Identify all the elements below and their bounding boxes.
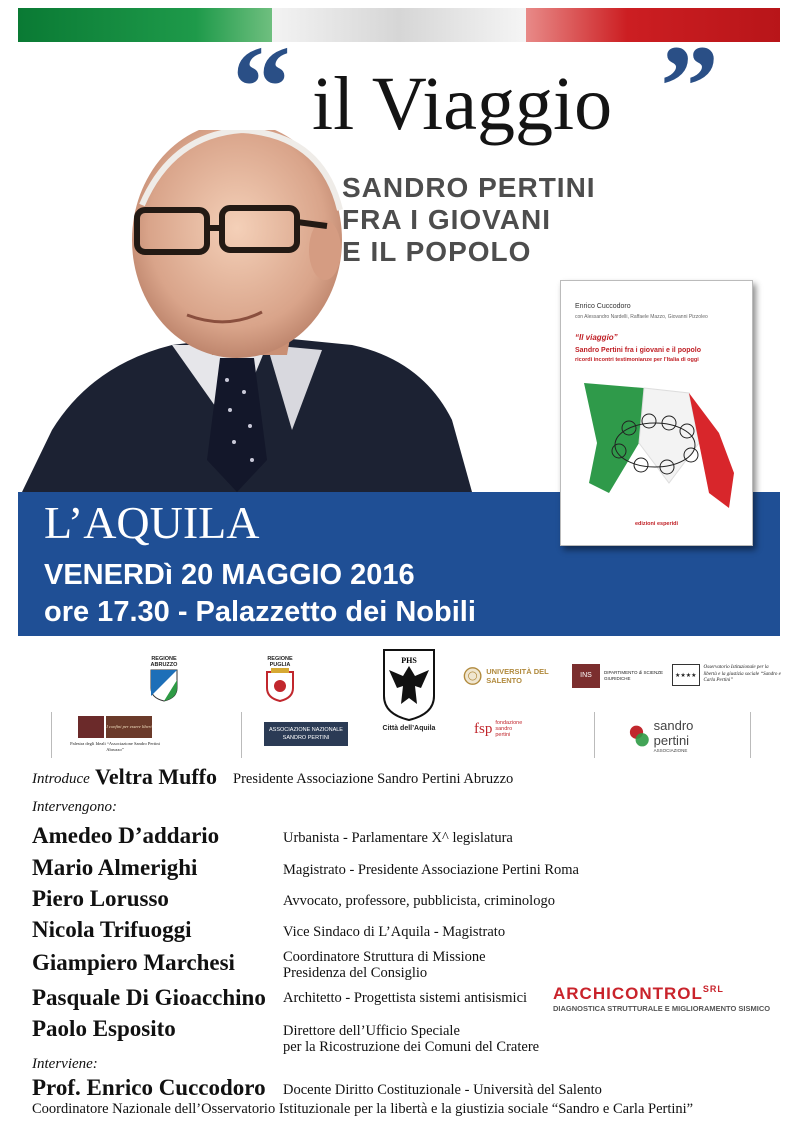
book-publisher: edizioni esperidi <box>634 521 679 527</box>
associazione-sandro-pertini-logo <box>628 718 728 753</box>
flag-red-stripe <box>526 8 780 42</box>
sponsor-suffix: SRL <box>702 984 724 994</box>
speaker-name: Giampiero Marchesi <box>32 950 235 975</box>
logo-divider <box>750 712 751 758</box>
introduce-role: Presidente Associazione Sandro Pertini Abruzzo <box>233 771 514 787</box>
closing-role-line2: Coordinatore Nazionale dell’Osservatorio Istituzionale per la libertà e la giustizia sociale “Sandro e Carla Pertini” <box>32 1101 694 1117</box>
book-subtitle: Sandro Pertini fra i giovani e il popolo <box>575 347 702 354</box>
closing-name: Prof. Enrico Cuccodoro <box>32 1075 266 1100</box>
palestra-photo-icon <box>78 716 104 738</box>
citta-aquila-logo <box>378 648 440 732</box>
puglia-shield-icon <box>265 668 295 702</box>
sp-assoc-name: sandro pertini <box>653 718 694 748</box>
speaker-role: Magistrato - Presidente Associazione Pertini Roma <box>283 862 579 878</box>
subtitle-line: FRA I GIOVANI <box>342 204 551 235</box>
book-cover <box>560 280 753 546</box>
title-close-quote: ” <box>660 21 719 152</box>
speaker-name: Pasquale Di Gioacchino <box>32 985 266 1010</box>
sponsor-tagline: DIAGNOSTICA STRUTTURALE E MIGLIORAMENTO SISMICO <box>553 1004 771 1013</box>
regione-abruzzo-label: REGIONE ABRUZZO <box>150 656 178 668</box>
citta-aquila-label: Città dell’Aquila <box>382 725 436 732</box>
subtitle-line: E IL POPOLO <box>342 236 532 267</box>
fsp-mark: fsp <box>474 720 493 737</box>
book-cover-illustration <box>569 373 745 513</box>
stars-icon: ★★★★ <box>672 664 700 686</box>
sponsor-name: ARCHICONTROL <box>553 984 703 1003</box>
speaker-name: Mario Almerighi <box>32 855 198 880</box>
book-tagline: ricordi incontri testimonianze per l’Italia di oggi <box>575 357 699 363</box>
closing-label: Interviene: <box>32 1056 98 1072</box>
speaker-role: Coordinatore Struttura di Missione <box>283 949 486 965</box>
palestra-sign: I confini per essere liberi <box>106 716 152 738</box>
introduce-label: Introduce <box>32 771 90 787</box>
speaker-role: Urbanista - Parlamentare X^ legislatura <box>283 830 513 846</box>
regione-puglia-label: REGIONE PUGLIA <box>267 656 293 668</box>
regione-puglia-logo <box>257 656 303 707</box>
salento-label: UNIVERSITÀ DEL SALENTO <box>486 667 549 685</box>
logo-divider <box>241 712 242 758</box>
fondazione-label: fondazione sandro pertini <box>495 720 523 738</box>
event-city: L’AQUILA <box>44 497 260 548</box>
subtitle-line: SANDRO PERTINI <box>342 172 596 203</box>
speaker-role-line2: Presidenza del Consiglio <box>283 965 428 981</box>
pertini-pipe-icon <box>628 723 651 749</box>
osservatorio-label: Osservatorio Istituzionale per la libertà e la giustizia sociale “Sandro e Carla Pertini” <box>703 665 781 684</box>
speaker-role-line2: per la Ricostruzione dei Comuni del Cratere <box>283 1039 540 1055</box>
book-author: Enrico Cuccodoro <box>575 303 631 310</box>
dipartimento-logo <box>572 664 668 688</box>
logo-divider <box>594 712 595 758</box>
logo-divider <box>51 712 52 758</box>
book-coauthors: con Alessandro Nardelli, Raffaele Mazzo, Giovanni Pizzoleo <box>575 314 708 320</box>
speaker-name: Nicola Trifuoggi <box>32 917 192 942</box>
palestra-ideali-logo <box>70 716 160 753</box>
salento-seal-icon <box>463 662 482 690</box>
universita-salento-logo <box>463 662 555 690</box>
event-time-place: ore 17.30 - Palazzetto dei Nobili <box>44 596 476 628</box>
speaker-role: Architetto - Progettista sistemi antisismici <box>283 990 528 1006</box>
speaker-name: Paolo Esposito <box>32 1016 176 1041</box>
palestra-label: Palestra degli Ideali “Associazione Sandro Pertini Abruzzo” <box>70 741 160 752</box>
aquila-eagle-icon <box>381 648 437 722</box>
introduce-name: Veltra Muffo <box>95 764 217 789</box>
dipartimento-label: DIPARTIMENTO di SCIENZE GIURIDICHE <box>604 670 664 681</box>
aquila-shield-text: PHS <box>401 656 417 665</box>
speaker-name: Amedeo D’addario <box>32 823 220 848</box>
fondazione-logo <box>474 720 534 738</box>
closing-role: Docente Diritto Costituzionale - Università del Salento <box>283 1082 602 1098</box>
speaker-name: Piero Lorusso <box>32 886 169 911</box>
regione-abruzzo-logo <box>143 656 185 707</box>
ins-badge: INS <box>572 664 600 688</box>
poster-subtitle <box>342 172 596 268</box>
speaker-role: Direttore dell’Ufficio Speciale <box>283 1023 460 1039</box>
book-title: “Il viaggio” <box>575 333 618 342</box>
speakers-label: Intervengono: <box>32 799 117 815</box>
poster-title: il Viaggio <box>312 62 613 146</box>
sp-assoc-label: ASSOCIAZIONE <box>653 748 688 753</box>
abruzzo-shield-icon <box>149 668 179 702</box>
osservatorio-logo <box>672 664 782 686</box>
archicontrol-logo <box>553 985 785 1013</box>
associazione-nazionale-logo: ASSOCIAZIONE NAZIONALE SANDRO PERTINI <box>264 722 348 746</box>
speaker-role: Vice Sindaco di L’Aquila - Magistrato <box>283 924 506 940</box>
event-date: VENERDì 20 MAGGIO 2016 <box>44 559 415 591</box>
flag-white-stripe <box>272 8 526 42</box>
title-open-quote: “ <box>232 21 291 152</box>
speaker-role: Avvocato, professore, pubblicista, criminologo <box>283 893 555 909</box>
